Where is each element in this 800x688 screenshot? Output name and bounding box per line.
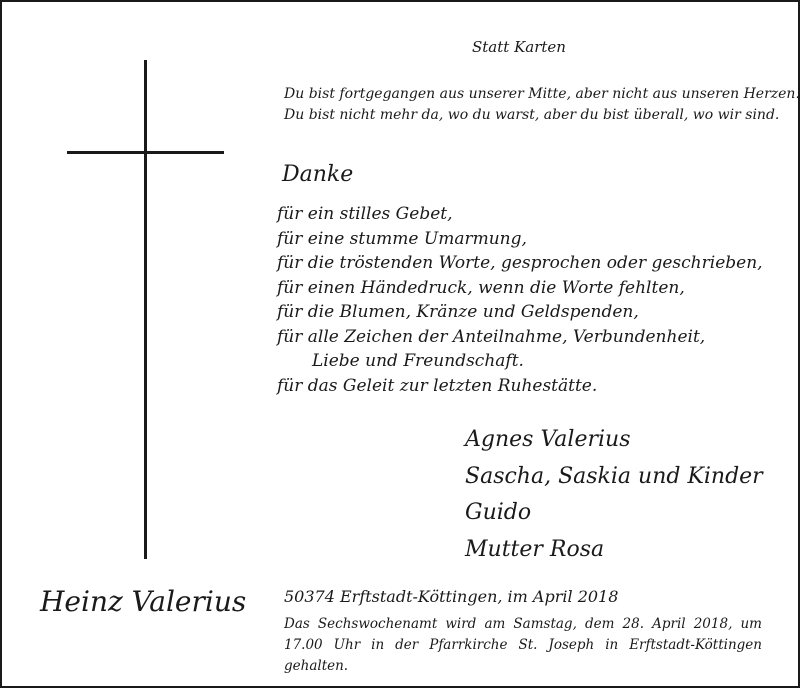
family-signature xyxy=(465,422,763,568)
thanks-line: für die Blumen, Kränze und Geldspenden, xyxy=(277,302,639,322)
quote-line-2: Du bist nicht mehr da, wo du warst, aber du bist überall, wo wir sind. xyxy=(284,107,780,123)
family-member-name: Agnes Valerius xyxy=(465,427,631,452)
quote-line-1: Du bist fortgegangen aus unserer Mitte, aber nicht aus unseren Herzen. xyxy=(284,86,800,102)
service-notice: Das Sechswochenamt wird am Samstag, dem 28. April 2018, um 17.00 Uhr in der Pfarrkirche St. Joseph in Erftstadt-Köttingen gehalten. xyxy=(284,616,762,674)
thanks-line: für eine stumme Umarmung, xyxy=(277,228,527,249)
thanks-line: für die tröstenden Worte, gesprochen oder geschrieben, xyxy=(277,253,763,273)
deceased-name: Heinz Valerius xyxy=(40,585,247,618)
thanks-line: für einen Händedruck, wenn die Worte fehlten, xyxy=(277,277,685,298)
thanks-line: für ein stilles Gebet, xyxy=(277,204,453,224)
thanks-line: für alle Zeichen der Anteilnahme, Verbundenheit, xyxy=(277,326,706,347)
thanks-title: Danke xyxy=(282,162,354,187)
family-member-name: Mutter Rosa xyxy=(465,536,605,562)
thanks-list xyxy=(277,202,763,398)
statt-karten-heading: Statt Karten xyxy=(472,38,566,56)
thanks-line: Liebe und Freundschaft. xyxy=(312,351,524,371)
cross-icon-horizontal-bar xyxy=(67,151,224,154)
family-member-name: Guido xyxy=(465,500,532,525)
thanks-line: für das Geleit zur letzten Ruhestätte. xyxy=(277,375,598,396)
cross-icon-vertical-bar xyxy=(144,60,147,559)
place-and-date: 50374 Erftstadt-Köttingen, im April 2018 xyxy=(284,587,619,606)
family-member-name: Sascha, Saskia und Kinder xyxy=(465,463,763,489)
